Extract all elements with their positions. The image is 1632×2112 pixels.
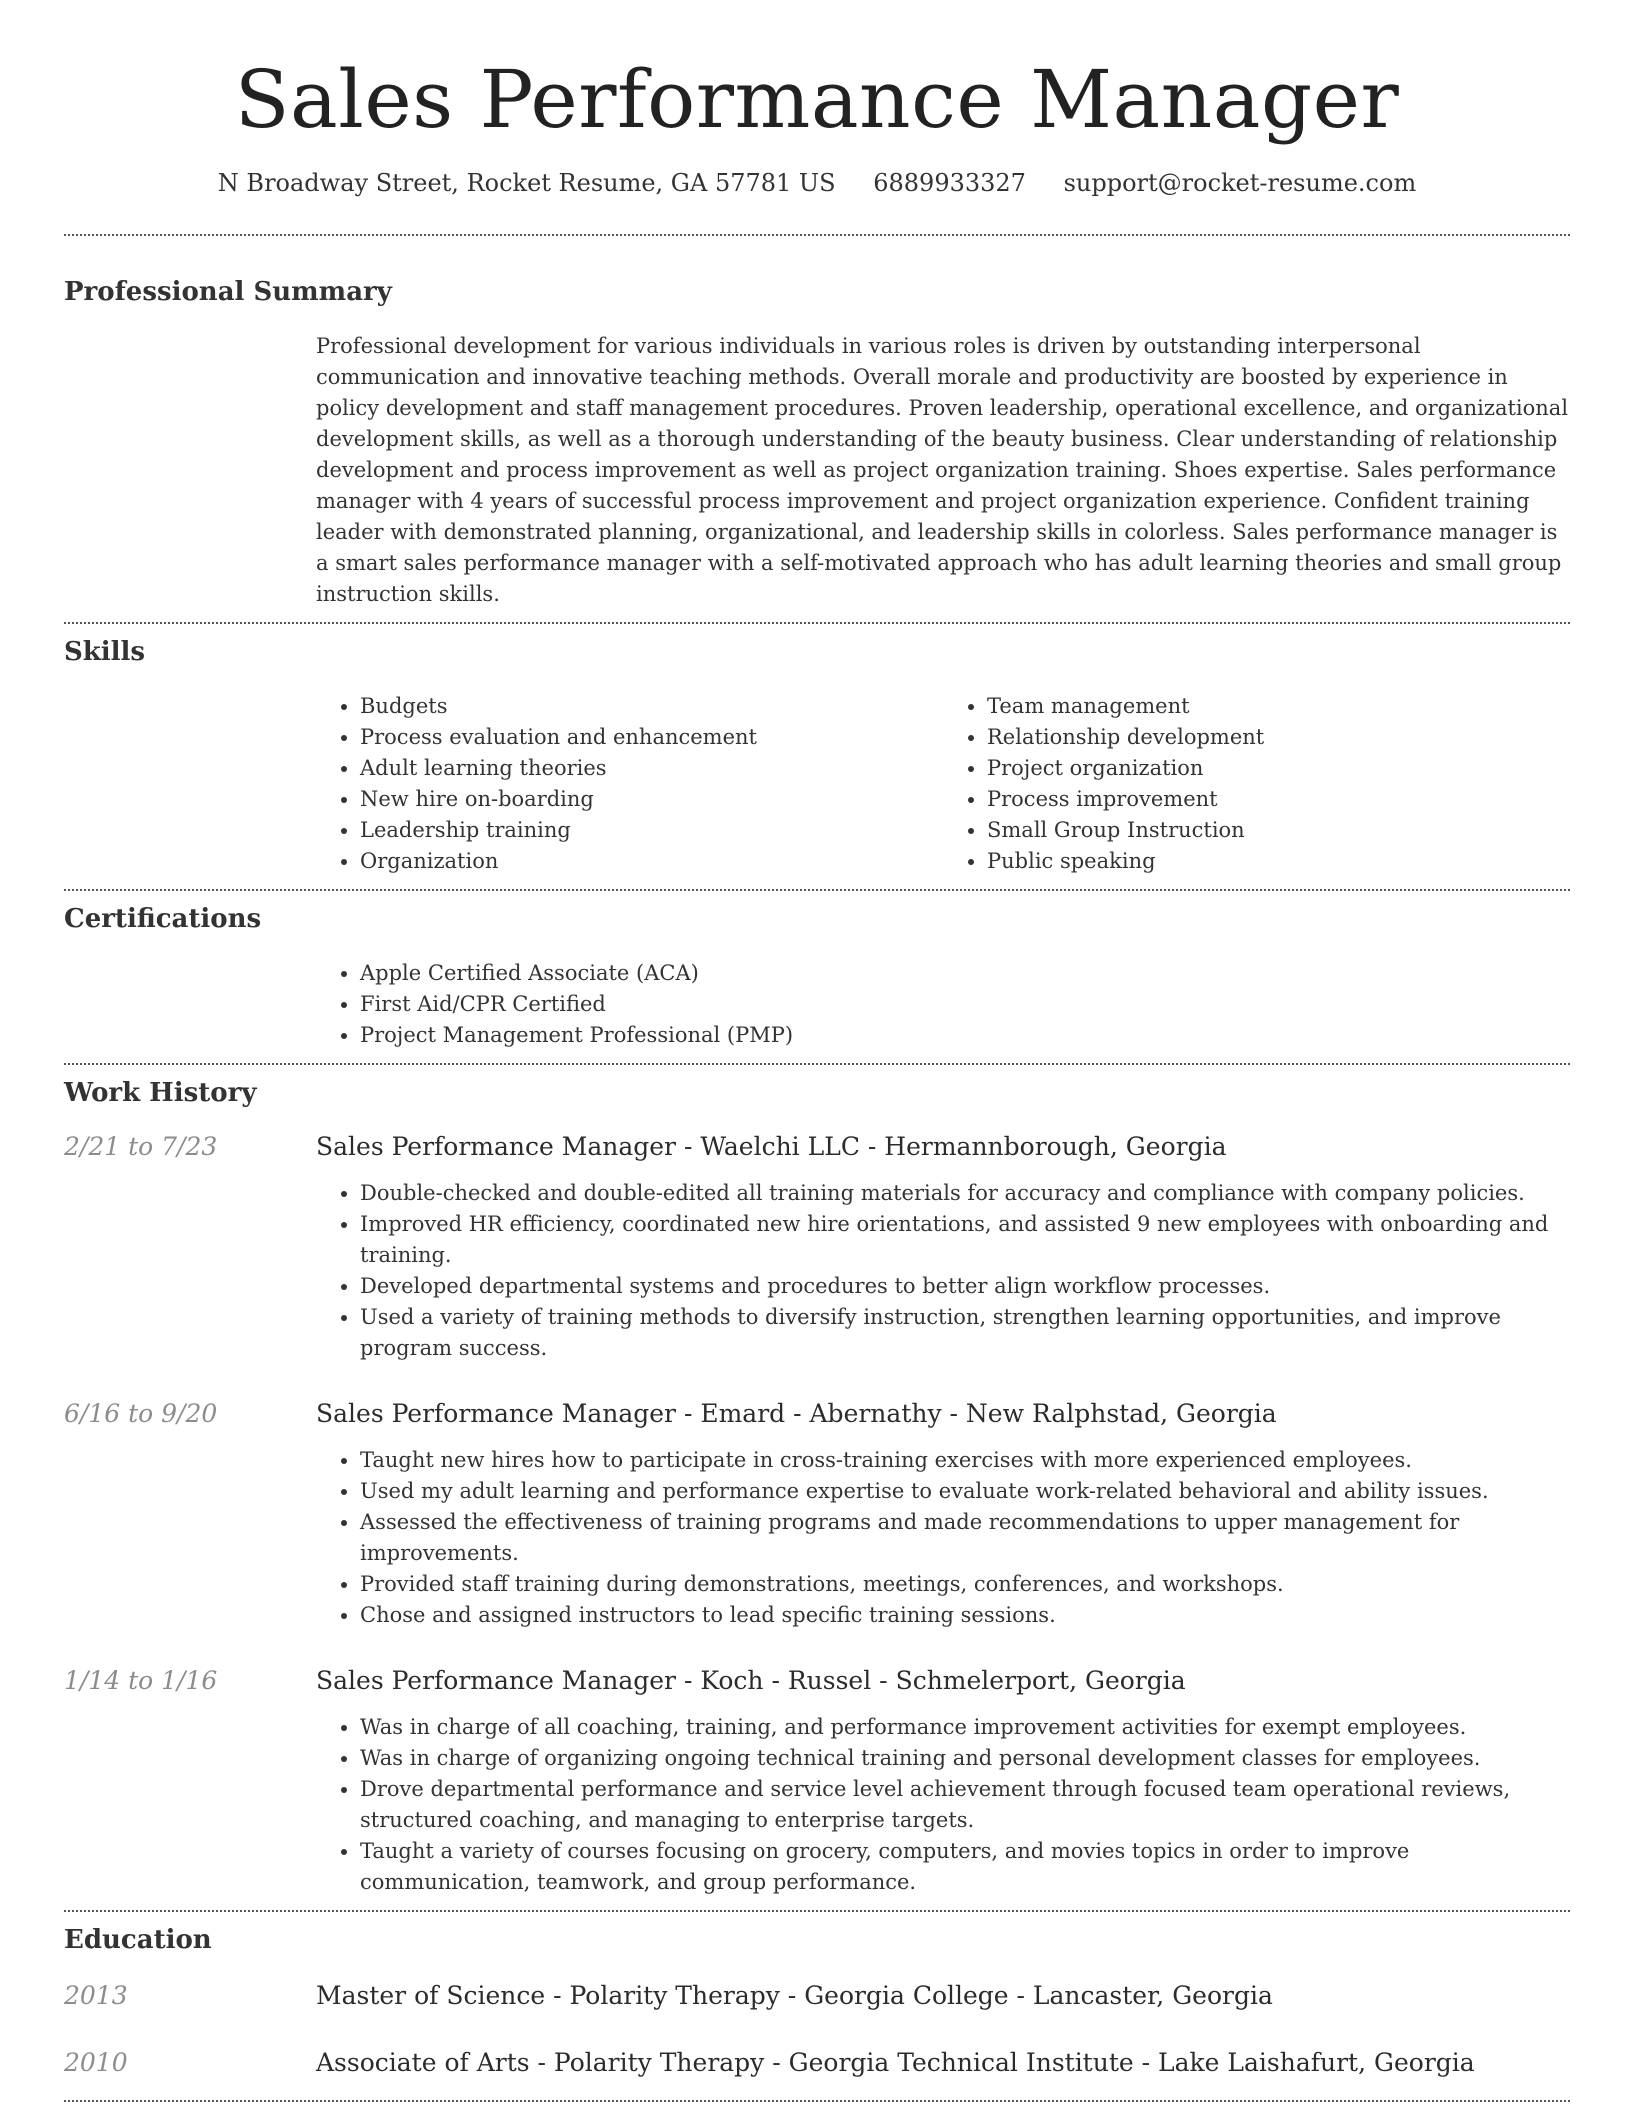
skill-item: • Project organization bbox=[987, 753, 1570, 784]
contact-email[interactable]: support@rocket-resume.com bbox=[1063, 169, 1417, 197]
job-entry bbox=[64, 1665, 1570, 1697]
education-year: 2010 bbox=[64, 2048, 128, 2077]
job-bullet: • Double-checked and double-edited all training materials for accuracy and compliance with company policies. bbox=[360, 1178, 1570, 1209]
resume-page bbox=[64, 0, 1570, 2102]
job-dates: 1/14 to 1/16 bbox=[64, 1666, 218, 1695]
contact-line bbox=[64, 168, 1570, 198]
skill-item: • Leadership training bbox=[360, 815, 943, 846]
job-bullet: • Used a variety of training methods to diversify instruction, strengthen learning opportunities, and improve program success. bbox=[360, 1302, 1570, 1364]
summary-text: Professional development for various individuals in various roles is driven by outstanding interpersonal communication and innovative teaching methods. Overall morale and productivity are boosted by experience in policy development and staff management procedures. Proven leadership, operational excellence, and organizational development skills, as well as a thorough understanding of the beauty business. Clear understanding of relationship development and process improvement as well as project organization training. Shoes expertise. Sales performance manager with 4 years of successful process improvement and project organization experience. Confident training leader with demonstrated planning, organizational, and leadership skills in colorless. Sales performance manager is a smart sales performance manager with a self-motivated approach who has adult learning theories and small group instruction skills. bbox=[316, 334, 1569, 606]
job-bullet: • Taught new hires how to participate in cross-training exercises with more experienced employees. bbox=[360, 1445, 1570, 1476]
job-entry bbox=[64, 1131, 1570, 1163]
skill-item: • Process improvement bbox=[987, 784, 1570, 815]
skill-item: • Team management bbox=[987, 691, 1570, 722]
skill-item: • Organization bbox=[360, 846, 943, 877]
skill-item: • Public speaking bbox=[987, 846, 1570, 877]
skill-item: • Small Group Instruction bbox=[987, 815, 1570, 846]
job-heading: Sales Performance Manager - Waelchi LLC - Hermannborough, Georgia bbox=[316, 1132, 1227, 1161]
section-title-certifications: Certifications bbox=[64, 904, 262, 934]
job-bullet: • Used my adult learning and performance expertise to evaluate work-related behavioral and ability issues. bbox=[360, 1476, 1570, 1507]
job-bullet: • Assessed the effectiveness of training programs and made recommendations to upper management for improvements. bbox=[360, 1507, 1570, 1569]
contact-phone: 6889933327 bbox=[873, 169, 1026, 197]
section-title-work-history: Work History bbox=[64, 1078, 257, 1108]
job-bullet: • Chose and assigned instructors to lead specific training sessions. bbox=[360, 1600, 1570, 1631]
divider bbox=[64, 1063, 1570, 1065]
divider bbox=[64, 622, 1570, 624]
certification-item: • Apple Certified Associate (ACA) bbox=[360, 958, 1570, 989]
job-bullet: • Drove departmental performance and service level achievement through focused team operational reviews, structured coaching, and managing to enterprise targets. bbox=[360, 1774, 1570, 1836]
divider bbox=[64, 2100, 1570, 2102]
certification-item: • First Aid/CPR Certified bbox=[360, 989, 1570, 1020]
skills-columns bbox=[316, 691, 1570, 877]
job-bullet: • Provided staff training during demonstrations, meetings, conferences, and workshops. bbox=[360, 1569, 1570, 1600]
skill-item: • Budgets bbox=[360, 691, 943, 722]
job-entry bbox=[64, 1398, 1570, 1430]
education-entry bbox=[64, 1980, 1570, 2012]
job-dates: 2/21 to 7/23 bbox=[64, 1132, 218, 1161]
skill-item: • Process evaluation and enhancement bbox=[360, 722, 943, 753]
job-bullets bbox=[316, 1445, 1570, 1631]
skill-item: • Relationship development bbox=[987, 722, 1570, 753]
section-title-summary: Professional Summary bbox=[64, 277, 392, 307]
job-heading: Sales Performance Manager - Emard - Abernathy - New Ralphstad, Georgia bbox=[316, 1399, 1277, 1428]
skills-list-right bbox=[943, 691, 1570, 877]
job-bullets bbox=[316, 1178, 1570, 1364]
skill-item: • Adult learning theories bbox=[360, 753, 943, 784]
resume-name: Sales Performance Manager bbox=[234, 53, 1400, 146]
job-bullet: • Was in charge of all coaching, training, and performance improvement activities for exempt employees. bbox=[360, 1712, 1570, 1743]
divider bbox=[64, 1910, 1570, 1912]
skill-item: • New hire on-boarding bbox=[360, 784, 943, 815]
job-bullet: • Taught a variety of courses focusing on grocery, computers, and movies topics in order to improve communication, teamwork, and group performance. bbox=[360, 1836, 1570, 1898]
section-title-skills: Skills bbox=[64, 637, 146, 667]
job-bullet: • Was in charge of organizing ongoing technical training and personal development classes for employees. bbox=[360, 1743, 1570, 1774]
education-year: 2013 bbox=[64, 1981, 128, 2010]
skills-list-left bbox=[316, 691, 943, 877]
divider bbox=[64, 889, 1570, 891]
job-heading: Sales Performance Manager - Koch - Russel - Schmelerport, Georgia bbox=[316, 1666, 1186, 1695]
certifications-list bbox=[316, 958, 1570, 1051]
job-bullets bbox=[316, 1712, 1570, 1898]
education-entry bbox=[64, 2047, 1570, 2079]
job-bullet: • Developed departmental systems and procedures to better align workflow processes. bbox=[360, 1271, 1570, 1302]
certification-item: • Project Management Professional (PMP) bbox=[360, 1020, 1570, 1051]
education-degree: Associate of Arts - Polarity Therapy - Georgia Technical Institute - Lake Laishafurt, Georgia bbox=[316, 2048, 1475, 2077]
contact-address: N Broadway Street, Rocket Resume, GA 57781 US bbox=[217, 169, 836, 197]
education-degree: Master of Science - Polarity Therapy - Georgia College - Lancaster, Georgia bbox=[316, 1981, 1273, 2010]
section-title-education: Education bbox=[64, 1925, 212, 1955]
divider bbox=[64, 234, 1570, 236]
job-dates: 6/16 to 9/20 bbox=[64, 1399, 218, 1428]
job-bullet: • Improved HR efficiency, coordinated new hire orientations, and assisted 9 new employees with onboarding and training. bbox=[360, 1209, 1570, 1271]
